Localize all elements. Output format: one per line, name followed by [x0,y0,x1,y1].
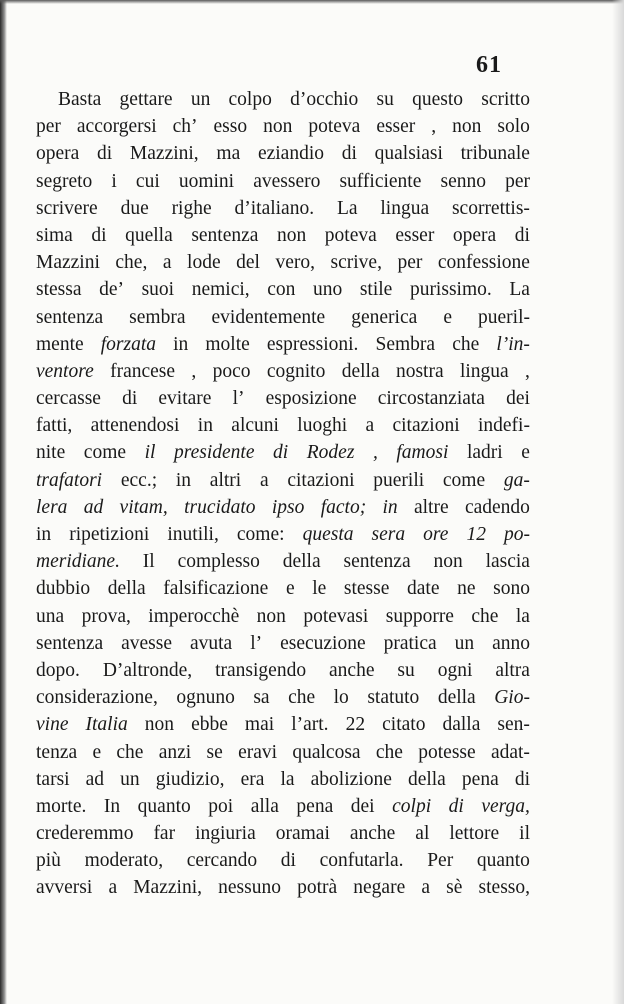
text-line: considerazione, ognuno sa che lo statuto della Gio- [36,687,530,709]
text-line: mente forzata in molte espressioni. Sembra che l’in- [36,333,530,355]
text-line: per accorgersi ch’ esso non poteva esser , non solo [36,116,530,138]
text-line: sentenza avesse avuta l’ esecuzione pratica un anno [36,632,530,654]
text-line: dubbio della falsificazione e le stesse date ne sono [36,578,530,600]
text-line: una prova, imperocchè non potevasi supporre che la [36,605,530,627]
page-number: 61 [476,52,502,78]
text-line: opera di Mazzini, ma eziandio di qualsiasi tribunale [36,143,530,165]
text-line: tarsi ad un giudizio, era la abolizione della pena di [36,768,530,790]
page-top-edge [0,0,624,4]
page-left-edge [0,0,7,1004]
text-line: tenza e che anzi se eravi qualcosa che potesse adat- [36,741,530,763]
text-line: scrivere due righe d’italiano. La lingua scorrettis- [36,197,530,219]
text-line: vine Italia non ebbe mai l’art. 22 citato dalla sen- [36,714,530,736]
text-line: trafatori ecc.; in altri a citazioni puerili come ga- [36,469,530,491]
text-line: morte. In quanto poi alla pena dei colpi di verga, [36,795,530,817]
body-text [36,86,530,902]
text-line: avversi a Mazzini, nessuno potrà negare a sè stesso, [36,877,530,899]
text-line: sentenza sembra evidentemente generica e pueril- [36,306,530,328]
text-line: lera ad vitam, trucidato ipso facto; in altre cadendo [36,496,530,518]
text-line: Mazzini che, a lode del vero, scrive, per confessione [36,252,530,274]
text-line: segreto i cui uomini avessero sufficiente senno per [36,170,530,192]
text-line: ventore francese , poco cognito della nostra lingua , [36,360,530,382]
text-line: cercasse di evitare l’ esposizione circostanziata dei [36,388,530,410]
text-line: fatti, attenendosi in alcuni luoghi a citazioni indefi- [36,415,530,437]
text-line: sima di quella sentenza non poteva esser opera di [36,224,530,246]
text-line: dopo. D’altronde, transigendo anche su ogni altra [36,659,530,681]
text-line: nite come il presidente di Rodez , famosi ladri e [36,442,530,464]
text-line: Basta gettare un colpo d’occhio su questo scritto [58,89,530,110]
page-right-edge [612,0,624,1004]
text-line: stessa de’ suoi nemici, con uno stile purissimo. La [36,279,530,301]
text-line: meridiane. Il complesso della sentenza non lascia [36,551,530,573]
text-line: in ripetizioni inutili, come: questa sera ore 12 po- [36,524,530,545]
text-line: crederemmo far ingiuria oramai anche al lettore il [36,823,530,845]
text-line: più moderato, cercando di confutarla. Per quanto [36,850,530,872]
